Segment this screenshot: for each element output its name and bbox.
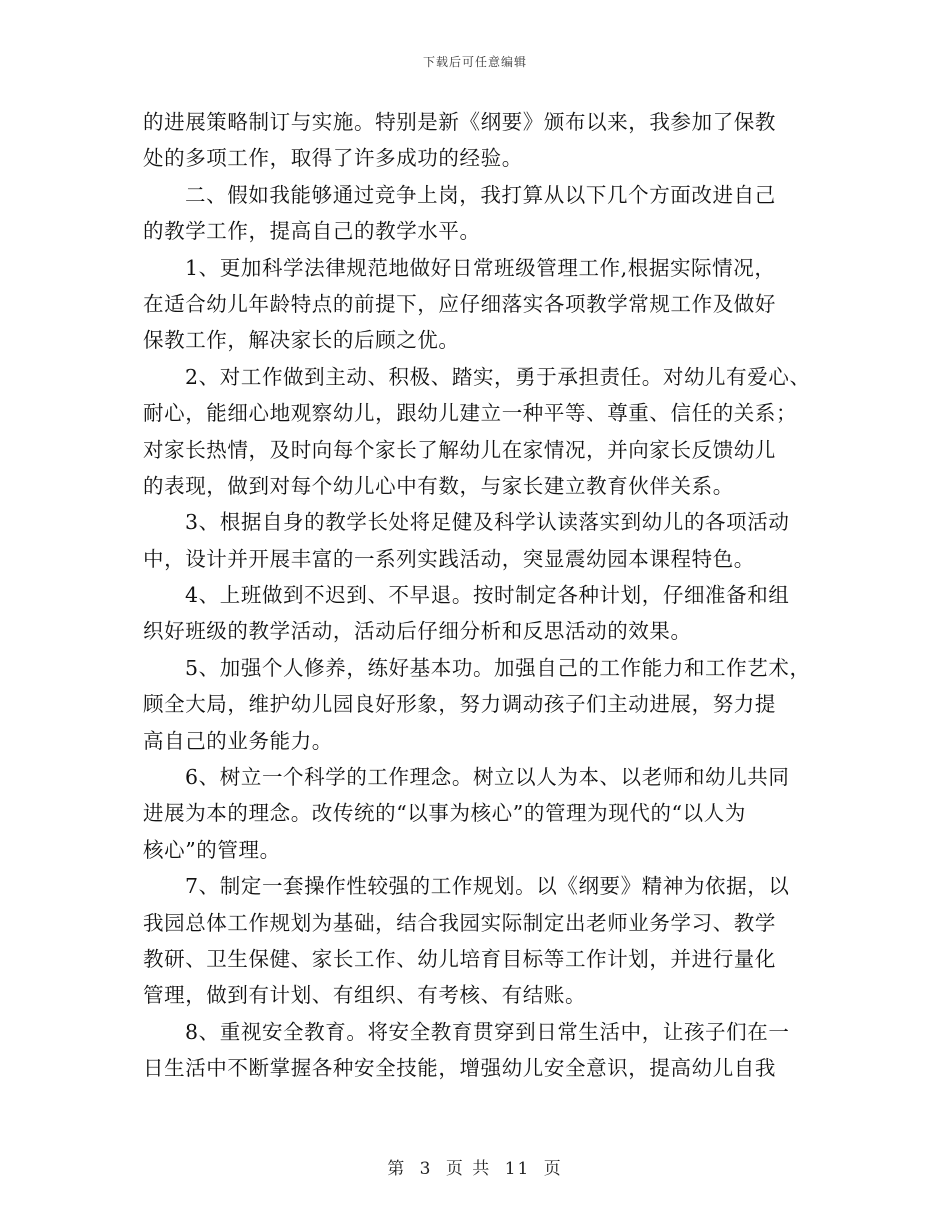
text-line: 对家长热情，及时向每个家长了解幼儿在家情况，并向家长反馈幼儿	[143, 437, 776, 462]
text-line: 处的多项工作，取得了许多成功的经验。	[143, 146, 523, 171]
text-line: 进展为本的理念。改传统的“以事为核心”的管理为现代的“以人为	[143, 801, 746, 826]
text-line: 8、重视安全教育。将安全教育贯穿到日常生活中，让孩子们在一	[185, 1019, 790, 1044]
text-line: 我园总体工作规划为基础，结合我园实际制定出老师业务学习、教学	[143, 910, 776, 935]
footer-prefix: 第	[387, 1159, 407, 1179]
page-header: 下载后可任意编辑	[422, 55, 527, 69]
text-line: 1、更加科学法律规范地做好日常班级管理工作,根据实际情况，	[185, 255, 776, 280]
page-footer	[0, 1154, 950, 1179]
text-line: 顾全大局，维护幼儿园良好形象，努力调动孩子们主动进展，努力提	[143, 692, 776, 717]
text-line: 7、制定一套操作性较强的工作规划。以《纲要》精神为依据，以	[185, 874, 790, 899]
footer-current-page: 3	[419, 1159, 433, 1179]
text-line: 6、树立一个科学的工作理念。树立以人为本、以老师和幼儿共同	[185, 765, 790, 790]
document-body	[143, 104, 811, 1087]
text-line: 的表现，做到对每个幼儿心中有数，与家长建立教育伙伴关系。	[143, 473, 734, 498]
text-line: 教研、卫生保健、家长工作、幼儿培育目标等工作计划，并进行量化	[143, 946, 776, 971]
footer-middle: 页 共	[445, 1159, 492, 1179]
text-line: 3、根据自身的教学长处将足健及科学认读落实到幼儿的各项活动	[185, 510, 790, 535]
text-line: 在适合幼儿年龄特点的前提下，应仔细落实各项教学常规工作及做好	[143, 291, 776, 316]
text-line: 高自己的业务能力。	[143, 728, 333, 753]
text-line: 日生活中不断掌握各种安全技能，增强幼儿安全意识，提高幼儿自我	[143, 1056, 776, 1081]
text-line: 4、上班做到不迟到、不早退。按时制定各种计划，仔细准备和组	[185, 583, 790, 608]
text-line: 的进展策略制订与实施。特别是新《纲要》颁布以来，我参加了保教	[143, 110, 776, 134]
text-line: 核心”的管理。	[143, 837, 281, 862]
text-line: 二、假如我能够通过竞争上岗，我打算从以下几个方面改进自己	[185, 182, 776, 207]
text-line: 2、对工作做到主动、积极、踏实，勇于承担责任。对幼儿有爱心、	[185, 364, 811, 389]
text-line: 织好班级的教学活动，活动后仔细分析和反思活动的效果。	[143, 619, 692, 644]
text-line: 的教学工作，提高自己的教学水平。	[143, 219, 481, 244]
text-line: 5、加强个人修养，练好基本功。加强自己的工作能力和工作艺术，	[185, 655, 811, 680]
text-line: 中，设计并开展丰富的一系列实践活动，突显震幼园本课程特色。	[143, 546, 755, 571]
footer-total-pages: 11	[504, 1159, 531, 1179]
text-line: 保教工作，解决家长的后顾之优。	[143, 328, 460, 353]
text-line: 管理，做到有计划、有组织、有考核、有结账。	[143, 983, 587, 1008]
footer-suffix: 页	[543, 1159, 563, 1179]
text-line: 耐心，能细心地观察幼儿，跟幼儿建立一种平等、尊重、信任的关系；	[143, 401, 798, 426]
